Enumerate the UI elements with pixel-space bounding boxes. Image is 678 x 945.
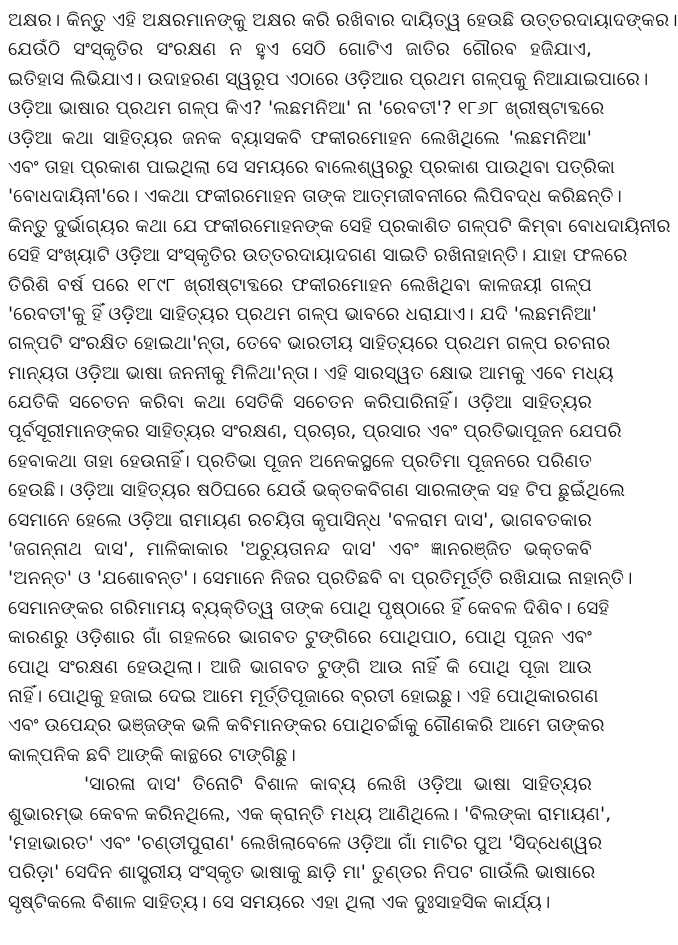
text-line: ପୂର୍ବସୂରୀମାନଙ୍କର ସାହିତ୍ୟର ସଂରକ୍ଷଣ, ପ୍ରଚାର, ପ୍ରସାର ଏବଂ ପ୍ରତିଭାପୂଜନ ଯେପରି	[8, 421, 622, 443]
text-line: ହେଉଛି। ଓଡ଼ିଆ ସାହିତ୍ୟର ଷଠିଘରେ ଯେଉଁ ଭକ୍ତକବିଗଣ ସାରଳାଙ୍କ ସହ ଟିପ ଛୁଇଁଥିଲେ	[8, 480, 626, 502]
text-line: ଅକ୍ଷର। କିନ୍ତୁ ଏହି ଅକ୍ଷରମାନଙ୍କୁ ଅକ୍ଷର କରି ରଖିବାର ଦାୟିତ୍ୱ ହେଉଛି ଉତ୍ତରଦାୟାଦଙ୍କର।	[8, 10, 678, 31]
text-line: କିନ୍ତୁ ଦୁର୍ଭାଗ୍ୟର କଥା ଯେ ଫକୀରମୋହନଙ୍କ ସେହି ପ୍ରକାଶିତ ଗଳ୍ପଟି କିମ୍ବା ବୋଧଦାୟିନୀର	[8, 215, 671, 237]
text-line: 'ଅନନ୍ତ' ଓ 'ଯଶୋବନ୍ତ'। ସେମାନେ ନିଜର ପ୍ରତିଛବି ବା ପ୍ରତିମୂର୍ତ୍ତି ରଖିଯାଇ ନାହାନ୍ତି।	[8, 568, 633, 590]
text-line: ଇତିହାସ ଲିଭିଯାଏ। ଉଦାହରଣ ସ୍ୱରୂପ ଏଠାରେ ଓଡ଼ିଆର ପ୍ରଥମ ଗଳ୍ପକୁ ନିଆଯାଇପାରେ।	[8, 68, 649, 90]
text-line: କାରଣରୁ ଓଡ଼ିଶାର ଗାଁ ଗହଳରେ ଭାଗବତ ଟୁଙ୍ଗିରେ ପୋଥିପାଠ, ପୋଥି ପୂଜନ ଏବଂ	[8, 627, 592, 649]
text-line: ଓଡ଼ିଆ ଭାଷାର ପ୍ରଥମ ଗଳ୍ପ କିଏ? 'ଲଛମନିଆ' ନା 'ରେବତୀ'? ୧୮୬୮ ଖ୍ରୀଷ୍ଟାବ୍ଦରେ	[8, 98, 605, 120]
text-line: ସେମାନେ ହେଲେ ଓଡ଼ିଆ ରାମାୟଣ ରଚୟିତା କୃପାସିନ୍ଧ 'ବଳରାମ ଦାସ', ଭାଗବତକାର	[8, 509, 592, 531]
text-line: ପୋଥି ସଂରକ୍ଷଣ ହେଉଥିଲା। ଆଜି ଭାଗବତ ଟୁଙ୍ଗି ଆଉ ନାହିଁ କି ପୋଥି ପୂଜା ଆଉ	[8, 656, 592, 678]
text-line: ଏବଂ ତାହା ପ୍ରକାଶ ପାଇଥିଲା ସେ ସମୟରେ ବାଲେଶ୍ୱରରୁ ପ୍ରକାଶ ପାଉଥିବା ପତ୍ରିକା	[8, 156, 615, 178]
text-line: ଶୁଭାରମ୍ଭ କେବଳ କରିନଥିଲେ, ଏକ କ୍ରାନ୍ତି ମଧ୍ୟ ଆଣିଥିଲେ। 'ବିଲଙ୍କା ରାମାୟଣ',	[8, 803, 612, 825]
text-line: ମାନ୍ୟତା ଓଡ଼ିଆ ଭାଷା ଜନନୀକୁ ମିଳିଥା'ନ୍ତା। ଏହି ସାରସ୍ୱତ କ୍ଷୋଭ ଆମକୁ ଏବେ ମଧ୍ୟ	[8, 362, 614, 384]
text-line: ହେବାକଥା ତାହା ହେଉନାହିଁ। ପ୍ରତିଭା ପୂଜନ ଅନେକସ୍ଥଳେ ପ୍ରତିମା ପୂଜନରେ ପରିଣତ	[8, 450, 592, 472]
text-line: 'ରେବତୀ'କୁ ହିଁ ଓଡ଼ିଆ ସାହିତ୍ୟର ପ୍ରଥମ ଗଳ୍ପ ଭାବରେ ଧରାଯାଏ। ଯଦି 'ଲଛମନିଆ'	[8, 303, 597, 325]
text-line: ଗଳ୍ପଟି ସଂରକ୍ଷିତ ହୋଇଥା'ନ୍ତା, ତେବେ ଭାରତୀୟ ସାହିତ୍ୟରେ ପ୍ରଥମ ଗଳ୍ପ ରଚନାର	[8, 333, 611, 355]
text-line: ଯେଉଁଠି ସଂସ୍କୃତିର ସଂରକ୍ଷଣ ନ ହୁଏ ସେଠି ଗୋଟିଏ ଜାତିର ଗୌରବ ହଜିଯାଏ,	[8, 39, 592, 61]
text-line: 'ସାରଳା ଦାସ' ତିନୋଟି ବିଶାଳ କାବ୍ୟ ଲେଖି ଓଡ଼ିଆ ଭାଷା ସାହିତ୍ୟର	[84, 774, 592, 796]
text-line: 'ବୋଧଦାୟିନୀ'ରେ। ଏକଥା ଫକୀରମୋହନ ତାଙ୍କ ଆତ୍ମଜୀବନୀରେ ଲିପିବଦ୍ଧ କରିଛନ୍ତି।	[8, 186, 622, 208]
text-line: 'ମହାଭାରତ' ଏବଂ 'ଚଣ୍ଡୀପୁରାଣ' ଲେଖିଲାବେଳେ ଓଡ଼ିଆ ଗାଁ ମାଟିର ପୁଅ 'ସିଦ୍ଧେଶ୍ୱର	[8, 832, 603, 854]
text-line: ସୃଷ୍ଟିକଲେ ବିଶାଳ ସାହିତ୍ୟ। ସେ ସମୟରେ ଏହା ଥିଲା ଏକ ଦୁଃସାହସିକ କାର୍ଯ୍ୟ।	[8, 891, 551, 913]
text-line: ଏବଂ ଉପେନ୍ଦ୍ର ଭଞ୍ଜଙ୍କ ଭଳି କବିମାନଙ୍କର ପୋଥିଚର୍ଚ୍ଚାକୁ ଗୌଣକରି ଆମେ ତାଙ୍କର	[8, 715, 605, 737]
text-line: ଯେତିକି ସଚେତନ କରିବା କଥା ସେତିକି ସଚେତନ କରିପାରିନାହିଁ। ଓଡ଼ିଆ ସାହିତ୍ୟର	[8, 392, 592, 414]
text-line: ତିରିଶି ବର୍ଷ ପରେ ୧୮୯୮ ଖ୍ରୀଷ୍ଟାବ୍ଦରେ ଫକୀରମୋହନ ଲେଖିଥିବା କାଳଜୟୀ ଗଳ୍ପ	[8, 274, 592, 296]
text-line: ନାହିଁ। ପୋଥିକୁ ହଜାଇ ଦେଇ ଆମେ ମୂର୍ତ୍ତିପୂଜାରେ ବ୍ରତୀ ହୋଇଛୁ। ଏହି ପୋଥିକାରଗଣ	[8, 685, 599, 707]
text-line: ସେହି ସଂଖ୍ୟାଟି ଓଡ଼ିଆ ସଂସ୍କୃତିର ଉତ୍ତରଦାୟାଦଗଣ ସାଇତି ରଖିନାହାନ୍ତି। ଯାହା ଫଳରେ	[8, 245, 628, 267]
paragraph-1	[8, 6, 678, 770]
text-line: ଓଡ଼ିଆ କଥା ସାହିତ୍ୟର ଜନକ ବ୍ୟାସକବି ଫକୀରମୋହନ ଲେଖିଥିଲେ 'ଲଛମନିଆ'	[8, 127, 592, 149]
paragraph-2	[8, 770, 612, 917]
text-line: 'ଜଗନ୍ନାଥ ଦାସ', ମାଳିକାକାର 'ଅଚ୍ୟୁତାନନ୍ଦ ଦାସ' ଏବଂ ଜ୍ଞାନରଞ୍ଜିତ ଭକ୍ତକବି	[8, 539, 592, 561]
text-line: ପରିଡ଼ା' ସେଦିନ ଶାସ୍ତ୍ରୀୟ ସଂସ୍କୃତ ଭାଷାକୁ ଛାଡ଼ି ମା' ତୁଣ୍ଡର ନିପଟ ଗାଉଁଲି ଭାଷାରେ	[8, 862, 596, 884]
text-line: କାଳ୍ପନିକ ଛବି ଆଙ୍କି କାନ୍ଥରେ ଟାଙ୍ଗିଛୁ।	[8, 744, 296, 766]
text-line: ସେମାନଙ୍କର ଗରିମାମୟ ବ୍ୟକ୍ତିତ୍ୱ ତାଙ୍କ ପୋଥି ପୃଷ୍ଠାରେ ହିଁ କେବଳ ଦିଶିବ। ସେହି	[8, 597, 610, 619]
